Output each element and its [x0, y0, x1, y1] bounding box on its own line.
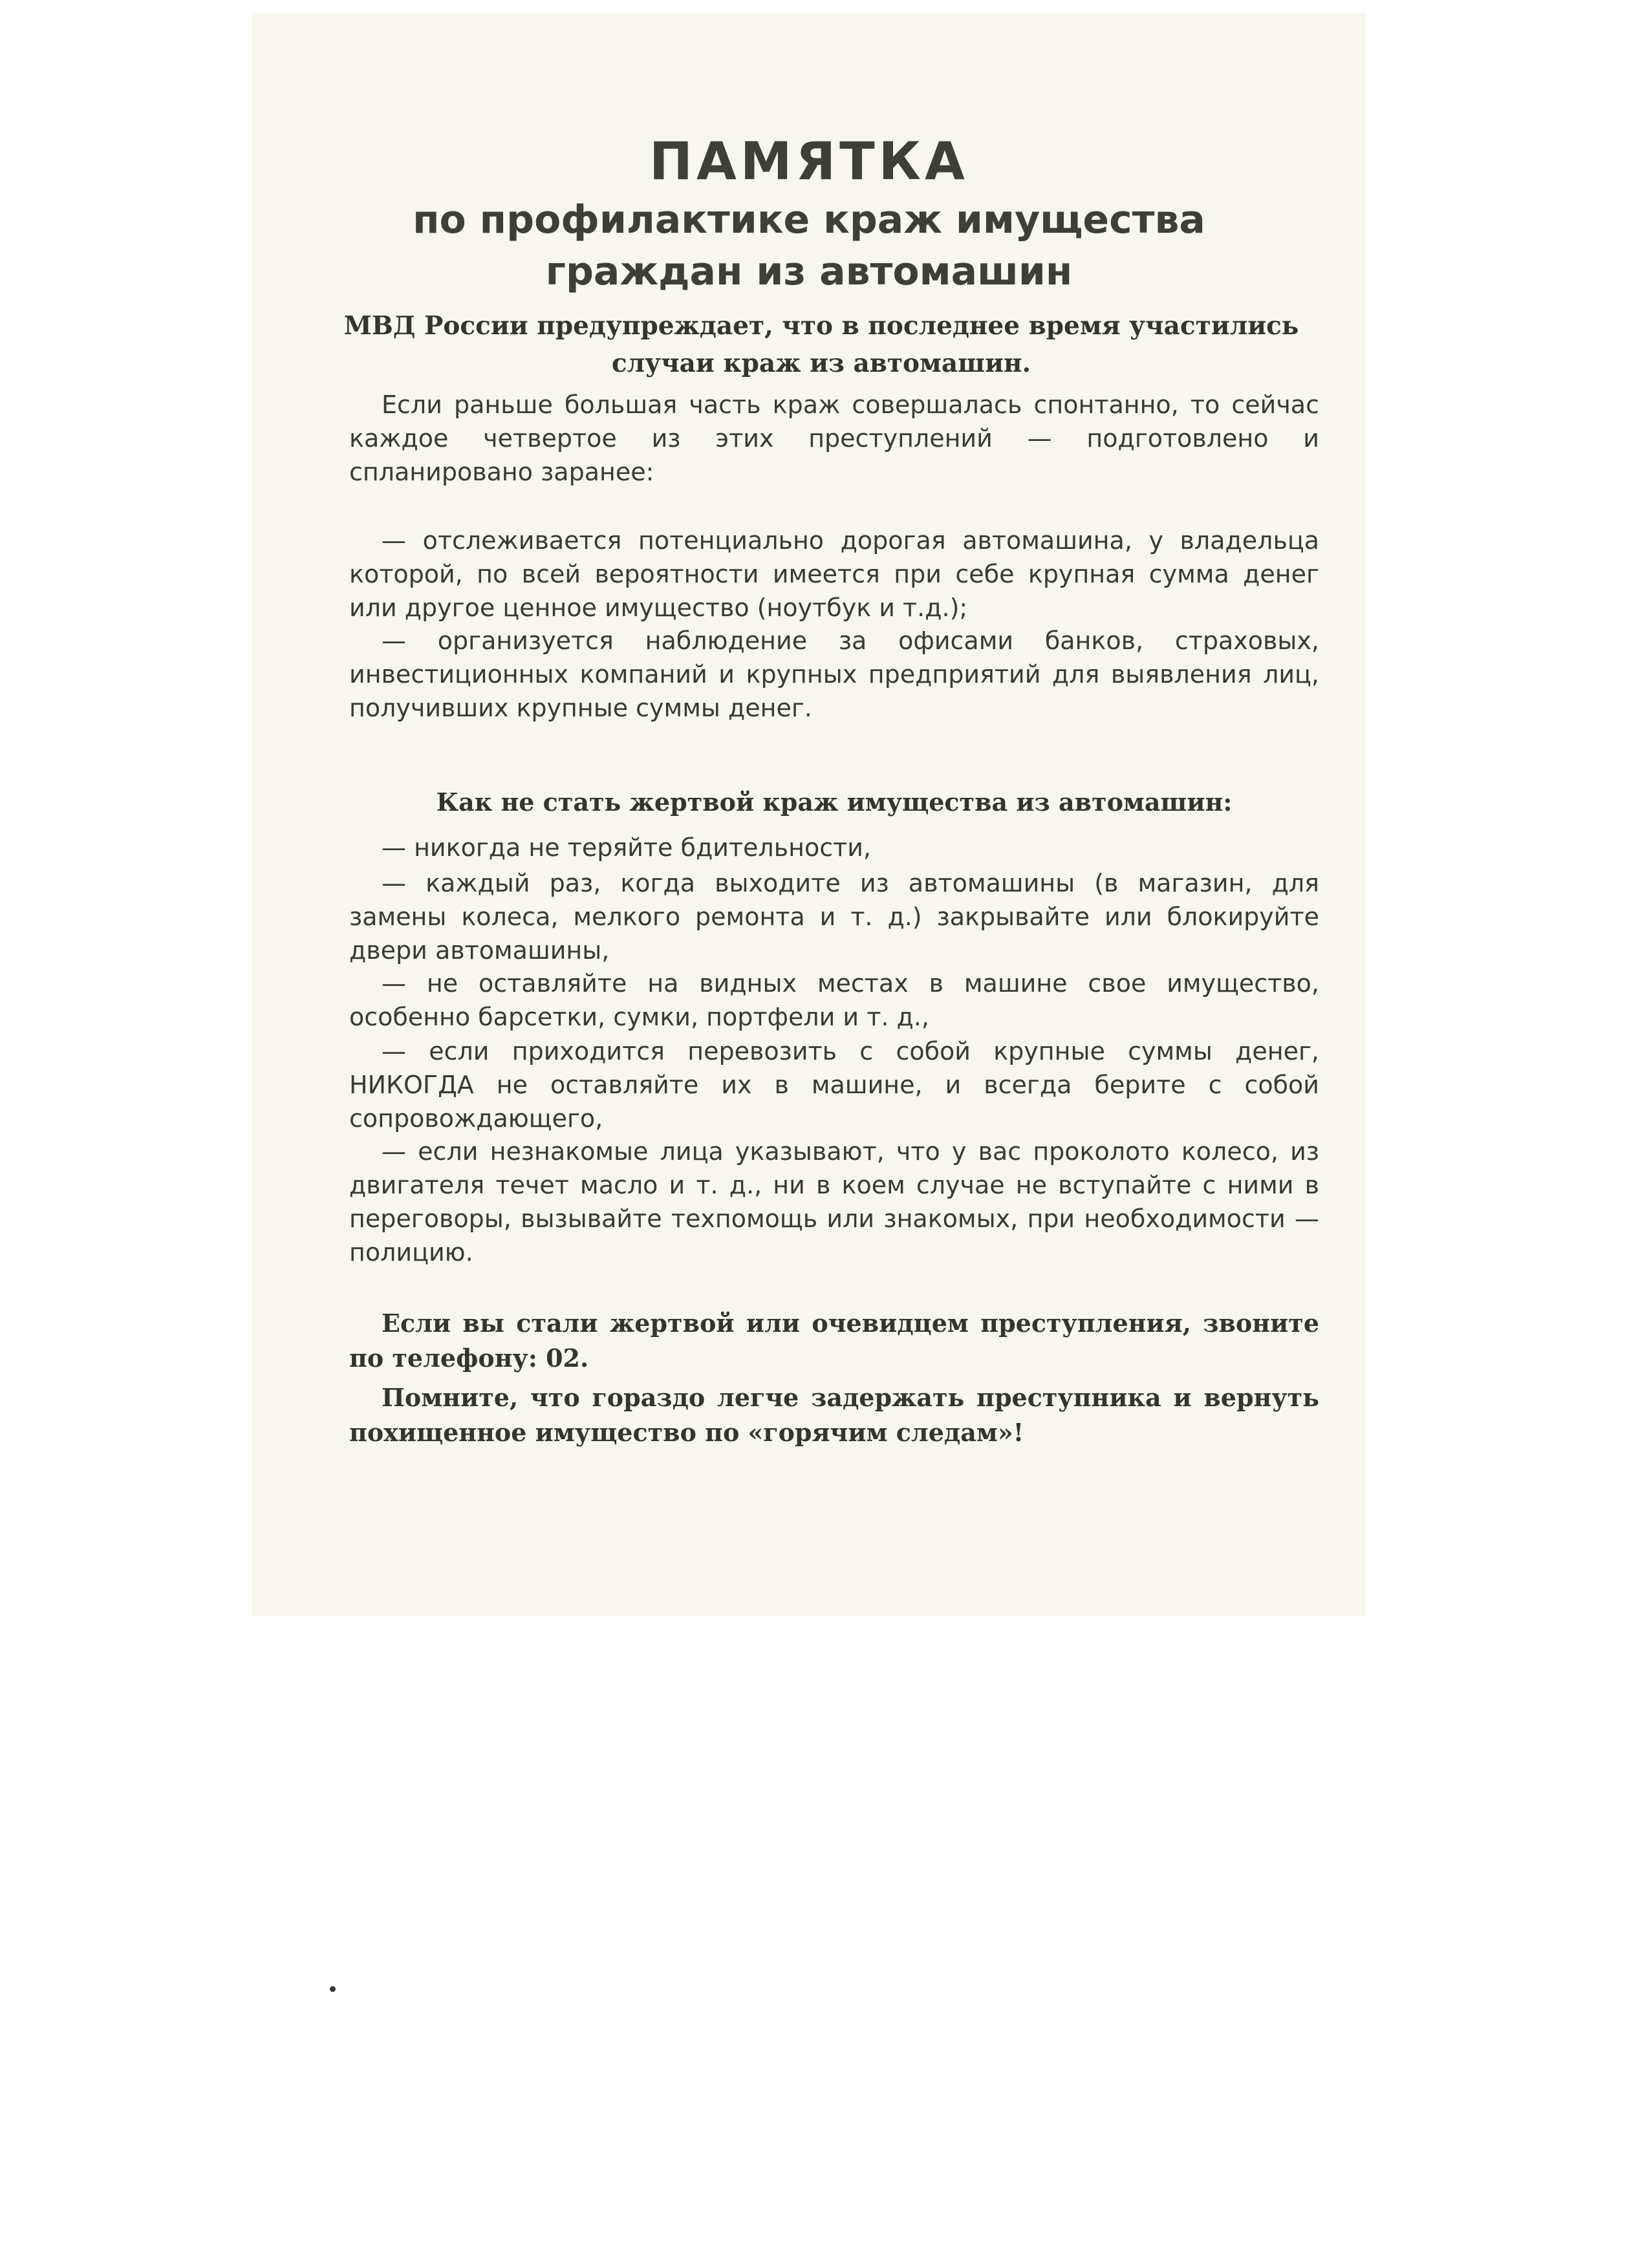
intro-paragraph: — отслеживается потенциально дорогая автомашина, у владельца которой, по всей вероятности имеется при себе крупная сумма денег или другое ценное имущество (ноутбук и т.д.); [349, 526, 1319, 622]
tip-item: — никогда не теряйте бдительности, [382, 833, 872, 862]
scan-speck [330, 1986, 336, 1992]
document-subtitle-line-2: граждан из автомашин [545, 249, 1073, 294]
document-subtitle-line-1: по профилактике краж имущества [413, 197, 1205, 242]
lead-warning: МВД России предупреждает, что в последнее время участились случаи краж из автомашин. [343, 311, 1299, 378]
intro-paragraph: Если раньше большая часть краж совершалась спонтанно, то сейчас каждое четвертое из этих преступлений — подготовлено и спланировано заранее: [349, 390, 1319, 486]
tip-item: — каждый раз, когда выходите из автомашины (в магазин, для замены колеса, мелкого ремонта и т. д.) закрывайте или блокируйте двери автомашины, [349, 869, 1319, 965]
leaflet-sheet [252, 13, 1366, 1616]
closing-reminder: Помните, что гораздо легче задержать преступника и вернуть похищенное имущество по «горячим следам»! [349, 1383, 1319, 1447]
closing-call-police: Если вы стали жертвой или очевидцем преступления, звоните по телефону: 02. [349, 1309, 1319, 1373]
tips-heading: Как не стать жертвой краж имущества из автомашин: [436, 787, 1233, 817]
tip-item: — если незнакомые лица указывают, что у вас проколото колесо, из двигателя течет масло и т. д., ни в коем случае не вступайте с ними в переговоры, вызывайте техпомощь или знакомых, при необходимости — полицию. [349, 1137, 1319, 1267]
tip-item: — если приходится перевозить с собой крупные суммы денег, НИКОГДА не оставляйте их в машине, и всегда берите с собой сопровождающего, [349, 1037, 1319, 1133]
intro-paragraph: — организуется наблюдение за офисами банков, страховых, инвестиционных компаний и крупных предприятий для выявления лиц, получивших крупные суммы денег. [349, 626, 1319, 722]
document-title: ПАМЯТКА [649, 131, 969, 191]
tip-item: — не оставляйте на видных местах в машине свое имущество, особенно барсетки, сумки, портфели и т. д., [349, 969, 1319, 1031]
